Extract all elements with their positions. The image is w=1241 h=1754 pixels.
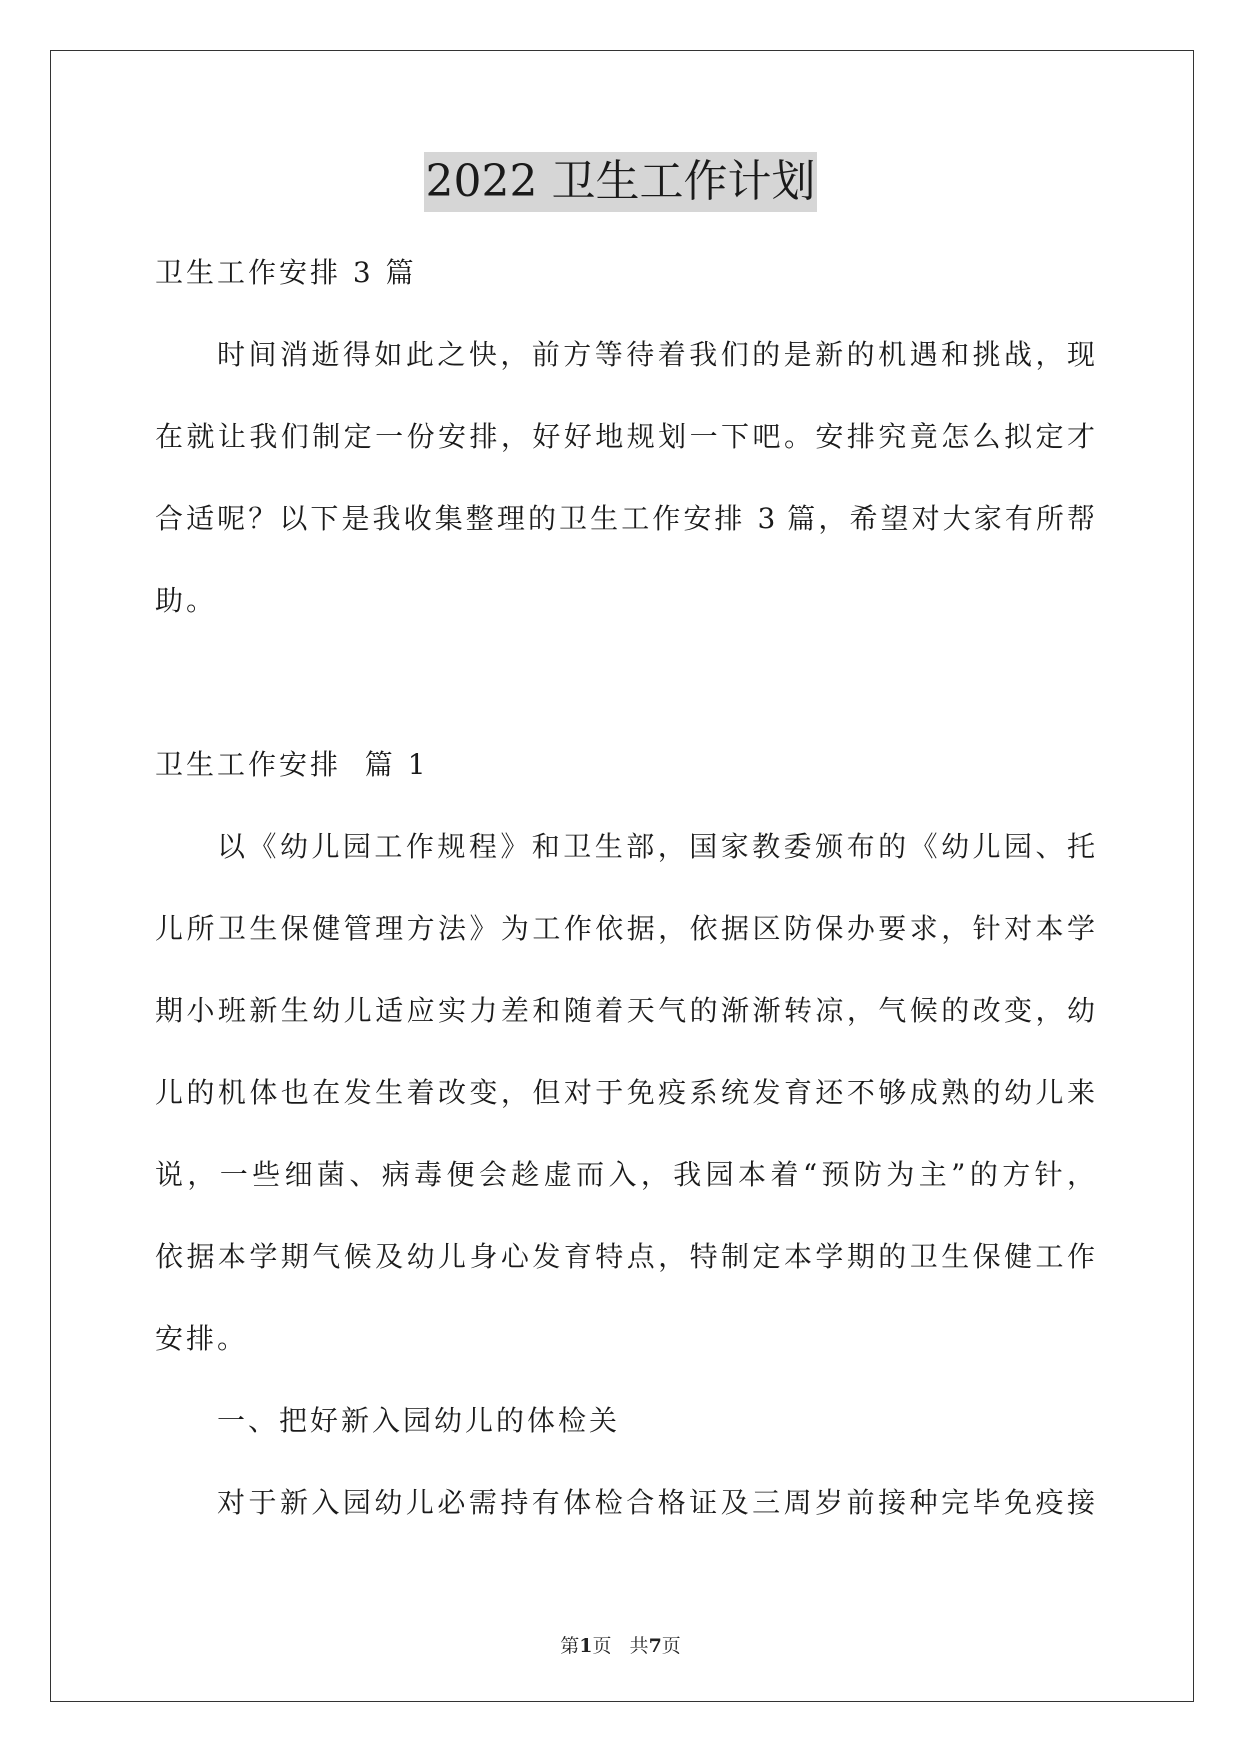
document-subtitle: 卫生工作安排 3 篇: [155, 256, 417, 289]
footer-page-current: 1: [579, 1635, 593, 1657]
section-line: 期小班新生幼儿适应实力差和随着天气的渐渐转凉，气候的改变，幼: [155, 994, 1095, 1027]
document-title: 2022 卫生工作计划: [424, 152, 818, 212]
item-line: 对于新入园幼儿必需持有体检合格证及三周岁前接种完毕免疫接: [217, 1486, 1095, 1519]
footer-page-prefix: 第: [560, 1635, 580, 1657]
section-line: 安排。: [155, 1322, 249, 1355]
intro-line: 合适呢？以下是我收集整理的卫生工作安排 3 篇，希望对大家有所帮: [155, 502, 1095, 535]
section-heading: 卫生工作安排 篇 1: [155, 748, 429, 781]
footer-page-mid: 页 共: [592, 1635, 649, 1657]
footer-page-total: 7: [648, 1635, 662, 1657]
section-line: 依据本学期气候及幼儿身心发育特点，特制定本学期的卫生保健工作: [155, 1240, 1095, 1273]
section-line: 说，一些细菌、病毒便会趁虚而入，我园本着“预防为主”的方针，: [155, 1158, 1095, 1191]
footer-page-suffix: 页: [661, 1635, 681, 1657]
section-line: 以《幼儿园工作规程》和卫生部，国家教委颁布的《幼儿园、托: [217, 830, 1095, 863]
page-footer: [0, 1633, 1241, 1659]
intro-line: 助。: [155, 584, 218, 617]
document-body: [155, 232, 1095, 1544]
item-heading: 一、把好新入园幼儿的体检关: [217, 1404, 621, 1437]
section-line: 儿所卫生保健管理方法》为工作依据，依据区防保办要求，针对本学: [155, 912, 1095, 945]
intro-line: 在就让我们制定一份安排，好好地规划一下吧。安排究竟怎么拟定才: [155, 420, 1095, 453]
section-line: 儿的机体也在发生着改变，但对于免疫系统发育还不够成熟的幼儿来: [155, 1076, 1095, 1109]
paragraph-gap: [155, 642, 1095, 724]
title-wrap: [0, 152, 1241, 212]
intro-line: 时间消逝得如此之快，前方等待着我们的是新的机遇和挑战，现: [217, 338, 1095, 371]
